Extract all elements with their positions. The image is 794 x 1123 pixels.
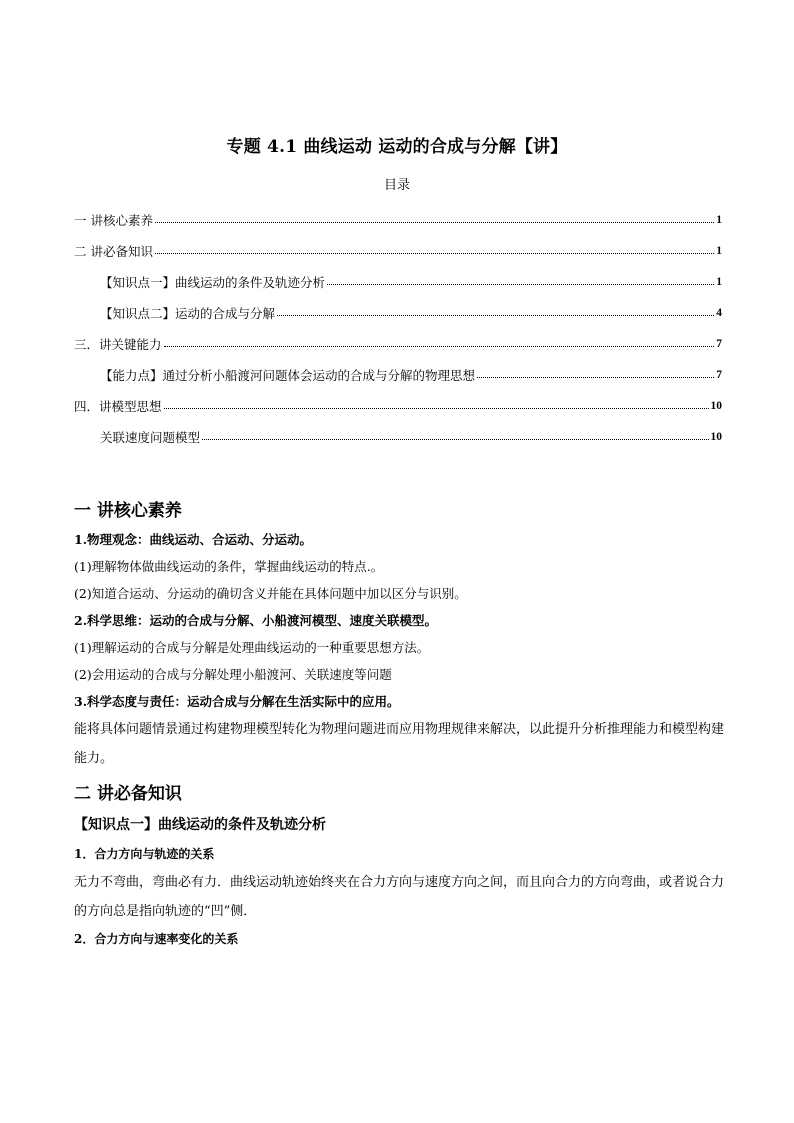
toc-entry-label: 四．讲模型思想 [74, 398, 162, 414]
toc-heading: 目录 [383, 178, 410, 193]
body-line: (1)理解运动的合成与分解是处理曲线运动的一种重要思想方法。 [74, 640, 430, 655]
toc-entry-page: 1 [716, 213, 722, 226]
toc-entry-page: 7 [716, 337, 722, 350]
toc-entry[interactable] [74, 359, 722, 390]
body-line: 3.科学态度与责任：运动合成与分解在生活实际中的应用。 [74, 694, 400, 709]
knowledge-point-heading: 【知识点一】曲线运动的条件及轨迹分析 [74, 817, 326, 833]
toc-leader-dots [277, 315, 714, 316]
toc-entry-label: 【知识点二】运动的合成与分解 [100, 305, 276, 321]
body-line: (1)理解物体做曲线运动的条件，掌握曲线运动的特点.。 [74, 559, 384, 574]
toc-entry[interactable] [74, 328, 722, 359]
body-paragraph: 能将具体问题情景通过构建物理模型转化为物理问题进而应用物理规律来解决，以此提升分析推理能力和模型构建能力。 [74, 722, 725, 766]
body-line: 2.科学思维：运动的合成与分解、小船渡河模型、速度关联模型。 [74, 613, 438, 628]
toc-entry-label: 【能力点】通过分析小船渡河问题体会运动的合成与分解的物理思想 [100, 367, 476, 383]
toc-entry[interactable] [74, 266, 722, 297]
toc-entry-page: 1 [716, 244, 722, 257]
toc-leader-dots [202, 439, 708, 440]
document-body [74, 496, 724, 953]
toc-entry-page: 10 [710, 399, 722, 412]
body-line: 1.物理观念：曲线运动、合运动、分运动。 [74, 532, 313, 547]
table-of-contents [74, 204, 722, 452]
toc-entry-page: 7 [716, 368, 722, 381]
body-paragraph: 无力不弯曲，弯曲必有力．曲线运动轨迹始终夹在合力方向与速度方向之间，而且向合力的方向弯曲，或者说合力的方向总是指向轨迹的“凹”侧． [74, 875, 725, 919]
toc-entry-label: 三．讲关键能力 [74, 336, 162, 352]
toc-leader-dots [155, 253, 714, 254]
toc-leader-dots [327, 284, 714, 285]
toc-leader-dots [477, 377, 714, 378]
toc-leader-dots [155, 222, 714, 223]
toc-entry-page: 10 [710, 430, 722, 443]
toc-entry[interactable] [74, 390, 722, 421]
section-heading: 一 讲核心素养 [74, 501, 182, 521]
toc-entry-page: 1 [716, 275, 722, 288]
toc-entry-label: 【知识点一】曲线运动的条件及轨迹分析 [100, 274, 326, 290]
toc-entry-page: 4 [716, 306, 722, 319]
body-line: (2)会用运动的合成与分解处理小船渡河、关联速度等问题 [74, 667, 392, 682]
toc-entry[interactable] [74, 235, 722, 266]
body-line: (2)知道合运动、分运动的确切含义并能在具体问题中加以区分与识别。 [74, 586, 467, 601]
toc-entry[interactable] [74, 421, 722, 452]
subheading: 1．合力方向与轨迹的关系 [74, 847, 215, 861]
toc-leader-dots [164, 346, 715, 347]
subheading: 2．合力方向与速率变化的关系 [74, 932, 239, 946]
toc-entry[interactable] [74, 297, 722, 328]
toc-entry-label: 二 讲必备知识 [74, 243, 153, 259]
document-title: 专题 4.1 曲线运动 运动的合成与分解【讲】 [226, 137, 568, 157]
toc-leader-dots [164, 408, 709, 409]
toc-entry-label: 一 讲核心素养 [74, 212, 153, 228]
toc-entry[interactable] [74, 204, 722, 235]
section-heading: 二 讲必备知识 [74, 784, 182, 804]
toc-entry-label: 关联速度问题模型 [100, 429, 201, 445]
